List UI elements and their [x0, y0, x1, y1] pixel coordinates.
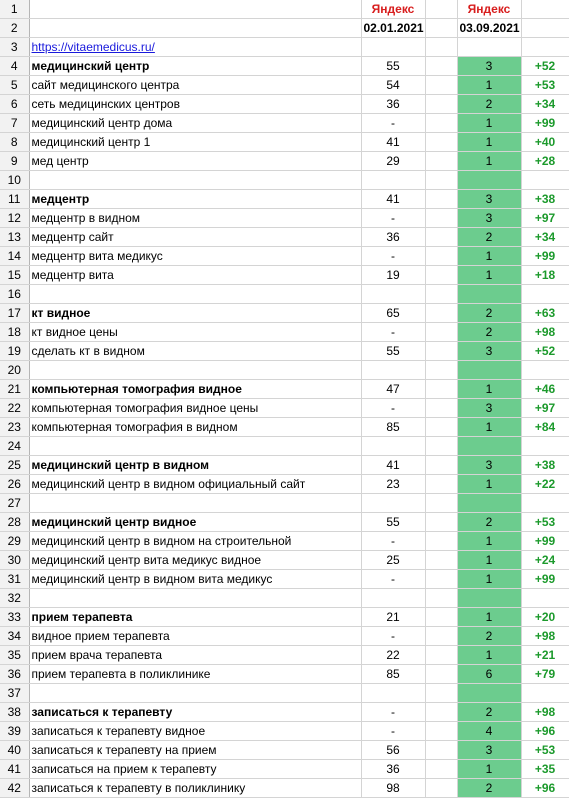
keyword-row — [0, 95, 569, 114]
row-number[interactable]: 22 — [0, 399, 29, 418]
keyword-cell[interactable]: медицинский центр в видном на строительной — [29, 532, 361, 551]
cell[interactable] — [425, 323, 457, 342]
row-number[interactable]: 12 — [0, 209, 29, 228]
cell[interactable] — [361, 589, 425, 608]
row-number[interactable]: 23 — [0, 418, 29, 437]
keyword-row — [0, 190, 569, 209]
position-before-cell[interactable]: - — [361, 247, 425, 266]
growth-cell[interactable]: +53 — [521, 741, 569, 760]
keyword-row — [0, 532, 569, 551]
row-number[interactable]: 27 — [0, 494, 29, 513]
position-after-cell[interactable]: 1 — [457, 418, 521, 437]
position-after-cell[interactable]: 2 — [457, 228, 521, 247]
keyword-row — [0, 304, 569, 323]
cell[interactable] — [425, 627, 457, 646]
position-before-cell[interactable]: 22 — [361, 646, 425, 665]
growth-cell[interactable]: +20 — [521, 608, 569, 627]
keyword-row — [0, 209, 569, 228]
position-before-cell[interactable]: 41 — [361, 133, 425, 152]
position-after-cell[interactable]: 2 — [457, 513, 521, 532]
row-number[interactable]: 19 — [0, 342, 29, 361]
header-row-date — [0, 19, 569, 38]
cell[interactable] — [425, 247, 457, 266]
cell[interactable] — [425, 589, 457, 608]
position-before-cell[interactable]: - — [361, 722, 425, 741]
growth-cell[interactable]: +18 — [521, 266, 569, 285]
keyword-row — [0, 76, 569, 95]
keyword-row — [0, 475, 569, 494]
cell[interactable] — [425, 513, 457, 532]
keyword-cell[interactable]: записаться к терапевту в поликлинику — [29, 779, 361, 798]
cell[interactable] — [29, 285, 361, 304]
empty-row — [0, 684, 569, 703]
row-number[interactable]: 3 — [0, 38, 29, 57]
keyword-cell[interactable]: медицинский центр 1 — [29, 133, 361, 152]
keyword-cell[interactable]: кт видное — [29, 304, 361, 323]
date-header-1[interactable]: 02.01.2021 — [361, 19, 425, 38]
position-before-cell[interactable]: 41 — [361, 190, 425, 209]
growth-cell[interactable]: +63 — [521, 304, 569, 323]
position-before-cell[interactable]: 55 — [361, 513, 425, 532]
position-after-cell[interactable]: 2 — [457, 323, 521, 342]
cell[interactable] — [29, 589, 361, 608]
growth-cell[interactable]: +24 — [521, 551, 569, 570]
cell[interactable] — [425, 133, 457, 152]
row-number[interactable]: 35 — [0, 646, 29, 665]
position-cell-empty[interactable] — [457, 684, 521, 703]
cell[interactable] — [521, 361, 569, 380]
keyword-cell[interactable]: медицинский центр в видном вита медикус — [29, 570, 361, 589]
growth-cell[interactable]: +52 — [521, 342, 569, 361]
row-number[interactable]: 29 — [0, 532, 29, 551]
position-after-cell[interactable]: 3 — [457, 456, 521, 475]
position-before-cell[interactable]: 55 — [361, 342, 425, 361]
cell[interactable] — [521, 38, 569, 57]
growth-cell[interactable]: +96 — [521, 722, 569, 741]
keyword-cell[interactable]: записаться на прием к терапевту — [29, 760, 361, 779]
position-after-cell[interactable]: 1 — [457, 532, 521, 551]
keyword-row — [0, 266, 569, 285]
position-before-cell[interactable]: - — [361, 703, 425, 722]
cell[interactable] — [425, 437, 457, 456]
position-after-cell[interactable]: 6 — [457, 665, 521, 684]
cell[interactable] — [425, 399, 457, 418]
growth-cell[interactable]: +34 — [521, 228, 569, 247]
row-number[interactable]: 24 — [0, 437, 29, 456]
cell[interactable] — [521, 494, 569, 513]
growth-cell[interactable]: +99 — [521, 247, 569, 266]
keyword-cell[interactable]: видное прием терапевта — [29, 627, 361, 646]
cell[interactable] — [425, 57, 457, 76]
cell[interactable] — [361, 437, 425, 456]
position-before-cell[interactable]: 23 — [361, 475, 425, 494]
keyword-row — [0, 665, 569, 684]
position-after-cell[interactable]: 1 — [457, 266, 521, 285]
growth-cell[interactable]: +79 — [521, 665, 569, 684]
growth-cell[interactable]: +99 — [521, 570, 569, 589]
engine-header-2[interactable]: Яндекс — [457, 0, 521, 19]
cell[interactable] — [29, 171, 361, 190]
position-cell-empty[interactable] — [457, 494, 521, 513]
position-cell-empty[interactable] — [457, 285, 521, 304]
growth-cell[interactable]: +52 — [521, 57, 569, 76]
keyword-row — [0, 228, 569, 247]
keyword-cell[interactable]: мед центр — [29, 152, 361, 171]
keyword-row — [0, 133, 569, 152]
position-after-cell[interactable]: 1 — [457, 475, 521, 494]
cell[interactable] — [425, 114, 457, 133]
cell[interactable] — [425, 418, 457, 437]
growth-cell[interactable]: +97 — [521, 209, 569, 228]
row-number[interactable]: 20 — [0, 361, 29, 380]
keyword-cell[interactable]: медцентр в видном — [29, 209, 361, 228]
keyword-cell[interactable]: записаться к терапевту на прием — [29, 741, 361, 760]
date-header-2[interactable]: 03.09.2021 — [457, 19, 521, 38]
position-after-cell[interactable]: 1 — [457, 133, 521, 152]
row-number[interactable]: 26 — [0, 475, 29, 494]
position-after-cell[interactable]: 2 — [457, 627, 521, 646]
row-number[interactable]: 8 — [0, 133, 29, 152]
position-before-cell[interactable]: - — [361, 570, 425, 589]
cell[interactable] — [425, 304, 457, 323]
position-after-cell[interactable]: 4 — [457, 722, 521, 741]
position-after-cell[interactable]: 3 — [457, 57, 521, 76]
cell[interactable] — [457, 38, 521, 57]
empty-row — [0, 494, 569, 513]
position-after-cell[interactable]: 1 — [457, 608, 521, 627]
row-number[interactable]: 14 — [0, 247, 29, 266]
cell[interactable] — [425, 38, 457, 57]
position-after-cell[interactable]: 1 — [457, 380, 521, 399]
cell[interactable] — [361, 494, 425, 513]
position-before-cell[interactable]: - — [361, 114, 425, 133]
growth-cell[interactable]: +38 — [521, 456, 569, 475]
position-before-cell[interactable]: - — [361, 209, 425, 228]
growth-cell[interactable]: +96 — [521, 779, 569, 798]
empty-row — [0, 171, 569, 190]
keyword-row — [0, 703, 569, 722]
keyword-row — [0, 627, 569, 646]
cell[interactable] — [425, 684, 457, 703]
growth-cell[interactable]: +84 — [521, 418, 569, 437]
keyword-row — [0, 418, 569, 437]
cell[interactable] — [521, 285, 569, 304]
keyword-row — [0, 760, 569, 779]
keyword-row — [0, 114, 569, 133]
cell[interactable] — [29, 361, 361, 380]
position-after-cell[interactable]: 3 — [457, 209, 521, 228]
cell[interactable] — [425, 0, 457, 19]
position-after-cell[interactable]: 2 — [457, 95, 521, 114]
cell[interactable] — [29, 684, 361, 703]
position-after-cell[interactable]: 1 — [457, 646, 521, 665]
row-number[interactable]: 42 — [0, 779, 29, 798]
cell[interactable] — [521, 171, 569, 190]
row-number[interactable]: 21 — [0, 380, 29, 399]
position-cell-empty[interactable] — [457, 171, 521, 190]
cell[interactable] — [425, 152, 457, 171]
keyword-cell[interactable]: сеть медицинских центров — [29, 95, 361, 114]
position-after-cell[interactable]: 3 — [457, 342, 521, 361]
growth-cell[interactable]: +97 — [521, 399, 569, 418]
engine-header-1[interactable]: Яндекс — [361, 0, 425, 19]
growth-cell[interactable]: +40 — [521, 133, 569, 152]
keyword-cell[interactable]: медцентр вита — [29, 266, 361, 285]
keyword-cell[interactable]: кт видное цены — [29, 323, 361, 342]
cell[interactable] — [29, 437, 361, 456]
keyword-row — [0, 570, 569, 589]
keyword-cell[interactable]: медцентр сайт — [29, 228, 361, 247]
position-before-cell[interactable]: 98 — [361, 779, 425, 798]
cell[interactable] — [425, 380, 457, 399]
header-row-engine — [0, 0, 569, 19]
position-before-cell[interactable]: - — [361, 323, 425, 342]
cell[interactable] — [425, 95, 457, 114]
cell[interactable] — [521, 589, 569, 608]
cell[interactable] — [29, 19, 361, 38]
growth-cell[interactable]: +22 — [521, 475, 569, 494]
cell[interactable] — [425, 361, 457, 380]
cell[interactable] — [361, 285, 425, 304]
site-url-link[interactable]: https://vitaemedicus.ru/ — [29, 38, 361, 57]
growth-cell[interactable]: +35 — [521, 760, 569, 779]
position-after-cell[interactable]: 3 — [457, 190, 521, 209]
keyword-cell[interactable]: сайт медицинского центра — [29, 76, 361, 95]
position-after-cell[interactable]: 1 — [457, 114, 521, 133]
cell[interactable] — [521, 0, 569, 19]
empty-row — [0, 589, 569, 608]
row-number[interactable]: 40 — [0, 741, 29, 760]
position-before-cell[interactable]: - — [361, 532, 425, 551]
keyword-cell[interactable]: медцентр вита медикус — [29, 247, 361, 266]
position-after-cell[interactable]: 3 — [457, 741, 521, 760]
cell[interactable] — [425, 551, 457, 570]
growth-cell[interactable]: +99 — [521, 114, 569, 133]
row-number[interactable]: 37 — [0, 684, 29, 703]
cell[interactable] — [425, 19, 457, 38]
cell[interactable] — [425, 760, 457, 779]
position-before-cell[interactable]: 85 — [361, 418, 425, 437]
keyword-cell[interactable]: медцентр — [29, 190, 361, 209]
row-number[interactable]: 4 — [0, 57, 29, 76]
position-before-cell[interactable]: 55 — [361, 57, 425, 76]
row-number[interactable]: 28 — [0, 513, 29, 532]
position-after-cell[interactable]: 1 — [457, 551, 521, 570]
growth-cell[interactable]: +38 — [521, 190, 569, 209]
row-number[interactable]: 6 — [0, 95, 29, 114]
row-number[interactable]: 13 — [0, 228, 29, 247]
growth-cell[interactable]: +21 — [521, 646, 569, 665]
empty-row — [0, 361, 569, 380]
keyword-cell[interactable]: медицинский центр в видном — [29, 456, 361, 475]
keyword-cell[interactable]: записаться к терапевту — [29, 703, 361, 722]
row-number[interactable]: 15 — [0, 266, 29, 285]
keyword-row — [0, 741, 569, 760]
position-before-cell[interactable]: 56 — [361, 741, 425, 760]
keyword-row — [0, 342, 569, 361]
cell[interactable] — [521, 19, 569, 38]
cell[interactable] — [425, 209, 457, 228]
row-number[interactable]: 32 — [0, 589, 29, 608]
keyword-row — [0, 323, 569, 342]
row-number[interactable]: 2 — [0, 19, 29, 38]
keyword-row — [0, 399, 569, 418]
cell[interactable] — [425, 532, 457, 551]
row-number[interactable]: 31 — [0, 570, 29, 589]
keyword-cell[interactable]: компьютерная томография в видном — [29, 418, 361, 437]
growth-cell[interactable]: +99 — [521, 532, 569, 551]
row-number[interactable]: 11 — [0, 190, 29, 209]
position-before-cell[interactable]: 41 — [361, 456, 425, 475]
keyword-row — [0, 247, 569, 266]
keyword-row — [0, 513, 569, 532]
growth-cell[interactable]: +28 — [521, 152, 569, 171]
cell[interactable] — [425, 456, 457, 475]
row-number[interactable]: 34 — [0, 627, 29, 646]
position-before-cell[interactable]: 47 — [361, 380, 425, 399]
keyword-row — [0, 456, 569, 475]
keyword-row — [0, 779, 569, 798]
url-row — [0, 38, 569, 57]
growth-cell[interactable]: +34 — [521, 95, 569, 114]
keyword-row — [0, 380, 569, 399]
position-cell-empty[interactable] — [457, 361, 521, 380]
row-number[interactable]: 5 — [0, 76, 29, 95]
growth-cell[interactable]: +98 — [521, 627, 569, 646]
cell[interactable] — [425, 608, 457, 627]
keyword-cell[interactable]: медицинский центр в видном официальный сайт — [29, 475, 361, 494]
row-number[interactable]: 39 — [0, 722, 29, 741]
cell[interactable] — [425, 703, 457, 722]
position-after-cell[interactable]: 2 — [457, 779, 521, 798]
cell[interactable] — [425, 722, 457, 741]
position-cell-empty[interactable] — [457, 589, 521, 608]
row-number[interactable]: 1 — [0, 0, 29, 19]
position-after-cell[interactable]: 3 — [457, 399, 521, 418]
cell[interactable] — [425, 190, 457, 209]
row-number[interactable]: 16 — [0, 285, 29, 304]
position-after-cell[interactable]: 2 — [457, 304, 521, 323]
row-number[interactable]: 9 — [0, 152, 29, 171]
row-number[interactable]: 33 — [0, 608, 29, 627]
cell[interactable] — [425, 570, 457, 589]
cell[interactable] — [425, 266, 457, 285]
cell[interactable] — [425, 228, 457, 247]
position-before-cell[interactable]: 54 — [361, 76, 425, 95]
keyword-row — [0, 646, 569, 665]
row-number[interactable]: 25 — [0, 456, 29, 475]
empty-row — [0, 437, 569, 456]
cell[interactable] — [361, 38, 425, 57]
cell[interactable] — [425, 171, 457, 190]
keyword-cell[interactable]: прием терапевта в поликлинике — [29, 665, 361, 684]
position-before-cell[interactable]: 36 — [361, 228, 425, 247]
keyword-row — [0, 152, 569, 171]
keyword-row — [0, 551, 569, 570]
position-before-cell[interactable]: 36 — [361, 95, 425, 114]
row-number[interactable]: 36 — [0, 665, 29, 684]
keyword-cell[interactable]: компьютерная томография видное цены — [29, 399, 361, 418]
row-number[interactable]: 17 — [0, 304, 29, 323]
growth-cell[interactable]: +53 — [521, 76, 569, 95]
position-before-cell[interactable]: 65 — [361, 304, 425, 323]
cell[interactable] — [425, 741, 457, 760]
cell[interactable] — [361, 684, 425, 703]
keyword-cell[interactable]: медицинский центр дома — [29, 114, 361, 133]
cell[interactable] — [361, 171, 425, 190]
keyword-row — [0, 608, 569, 627]
empty-row — [0, 285, 569, 304]
cell[interactable] — [425, 285, 457, 304]
cell[interactable] — [425, 779, 457, 798]
cell[interactable] — [521, 437, 569, 456]
position-before-cell[interactable]: 36 — [361, 760, 425, 779]
row-number[interactable]: 41 — [0, 760, 29, 779]
row-number[interactable]: 38 — [0, 703, 29, 722]
keyword-cell[interactable]: записаться к терапевту видное — [29, 722, 361, 741]
cell[interactable] — [521, 684, 569, 703]
row-number[interactable]: 7 — [0, 114, 29, 133]
keyword-cell[interactable]: сделать кт в видном — [29, 342, 361, 361]
position-before-cell[interactable]: 29 — [361, 152, 425, 171]
position-after-cell[interactable]: 1 — [457, 76, 521, 95]
growth-cell[interactable]: +46 — [521, 380, 569, 399]
position-before-cell[interactable]: - — [361, 399, 425, 418]
cell[interactable] — [425, 665, 457, 684]
cell[interactable] — [425, 475, 457, 494]
keyword-row — [0, 722, 569, 741]
cell[interactable] — [29, 0, 361, 19]
cell[interactable] — [425, 342, 457, 361]
row-number[interactable]: 18 — [0, 323, 29, 342]
position-before-cell[interactable]: 19 — [361, 266, 425, 285]
keyword-row — [0, 57, 569, 76]
keyword-cell[interactable]: медицинский центр — [29, 57, 361, 76]
position-after-cell[interactable]: 1 — [457, 760, 521, 779]
row-number[interactable]: 30 — [0, 551, 29, 570]
position-before-cell[interactable]: 21 — [361, 608, 425, 627]
keyword-cell[interactable]: прием терапевта — [29, 608, 361, 627]
growth-cell[interactable]: +98 — [521, 323, 569, 342]
position-after-cell[interactable]: 1 — [457, 570, 521, 589]
keyword-cell[interactable]: прием врача терапевта — [29, 646, 361, 665]
keyword-cell[interactable]: компьютерная томография видное — [29, 380, 361, 399]
position-before-cell[interactable]: - — [361, 627, 425, 646]
position-after-cell[interactable]: 2 — [457, 703, 521, 722]
position-before-cell[interactable]: 25 — [361, 551, 425, 570]
growth-cell[interactable]: +98 — [521, 703, 569, 722]
keyword-cell[interactable]: медицинский центр вита медикус видное — [29, 551, 361, 570]
cell[interactable] — [425, 494, 457, 513]
row-number[interactable]: 10 — [0, 171, 29, 190]
position-before-cell[interactable]: 85 — [361, 665, 425, 684]
position-after-cell[interactable]: 1 — [457, 152, 521, 171]
cell[interactable] — [425, 76, 457, 95]
growth-cell[interactable]: +53 — [521, 513, 569, 532]
cell[interactable] — [425, 646, 457, 665]
position-cell-empty[interactable] — [457, 437, 521, 456]
position-after-cell[interactable]: 1 — [457, 247, 521, 266]
keyword-cell[interactable]: медицинский центр видное — [29, 513, 361, 532]
cell[interactable] — [29, 494, 361, 513]
cell[interactable] — [361, 361, 425, 380]
